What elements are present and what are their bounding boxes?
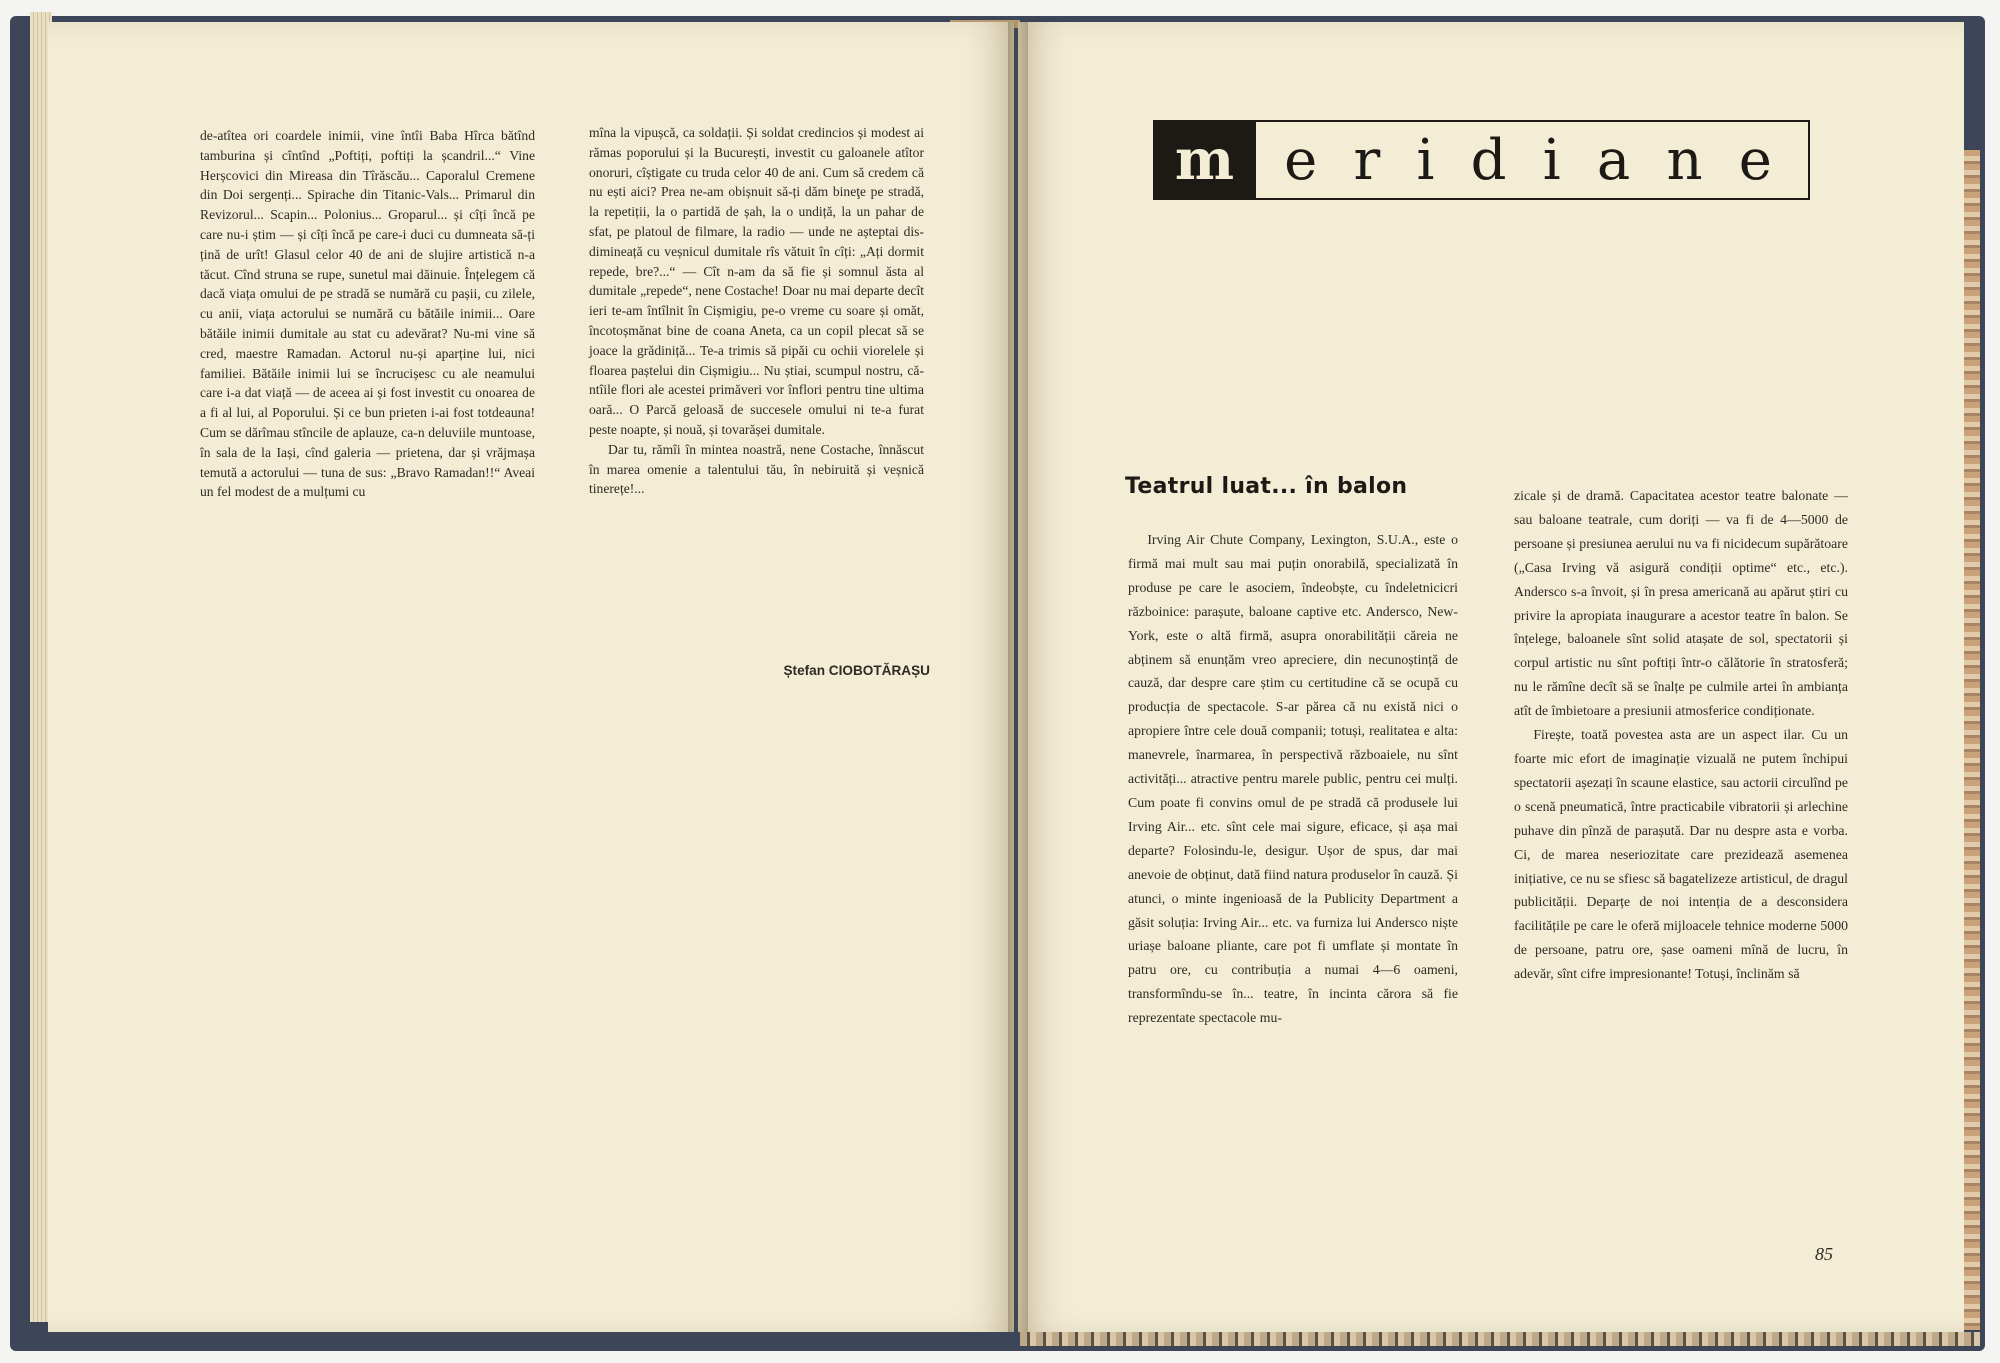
paragraph: zicale și de dramă. Capacitatea acestor teatre balonate — sau baloane teatrale, cum doriți — va fi de 4—5000 de persoane și presiunea aerului nu va fi nicidecum supărătoare („Casa Irving vă asigură condiții optime“ etc., etc.). Andersco s-a învoit, și în presa americană au apărut știri cu privire la apropiata inaugurare a acestor teatre în balon. Se înțelege, baloanele sînt solid atașate de sol, spectatorii și corpul artistic nu sînt poftiți într-o călătorie în stratosferă; nu le rămîne decît să se înalțe pe culmile artei în ambianța atît de îmbietoare a presiunii atmosferice condiționate. (1514, 488, 1848, 719)
paragraph: Dar tu, rămîi în mintea noastră, nene Costache, înnăscut în marea omenie a talentului tău, în nebiruită și veșnică tinerețe!... (589, 441, 924, 497)
marbled-bottom-edge (1020, 1332, 1980, 1346)
masthead-first-letter: m (1155, 122, 1256, 198)
right-column-1 (1128, 528, 1458, 1030)
masthead-letter: a (1596, 127, 1631, 193)
paragraph: Firește, toată povestea asta are un aspect ilar. Cu un foarte mic efort de imaginație vizuală ne putem închipui spectatorii așezați în scaune elastice, sau actorii circulînd pe o scenă pneumatică, între practicabile vibratorii și arlechine puhave din pînză de parașută. Dar nu despre asta e vorba. Ci, de marea neseriozitate care prezidează asemenea inițiative, ce nu se sfiesc să bagatelizeze artisticul, de dragul publicității. Deparțe de noi intenția de a desconsidera facilitățile pe care le oferă mijloacele tehnice moderne 5000 de persoane, patru ore, șase oameni mînă de lucru, în adevăr, sînt cifre impresionante! Totuși, înclinăm să (1514, 727, 1848, 982)
masthead-letter: n (1666, 127, 1703, 193)
marbled-page-edge (1964, 150, 1980, 1330)
left-column-1 (200, 126, 535, 502)
paragraph: de-atîtea ori coardele inimii, vine întîi Baba Hîrca bătînd tamburina și cîntînd „Poftiți, poftiți la șcandril...“ Vine Herșcovici din Mireasa din Tîrăscău... Caporalul Cremene din Doi sergenți... Spirache din Titanic-Vals... Primarul din Revizorul... Scapin... Polonius... Groparul... și cîți încă pe care nu-i știm — și cîți încă pe care-i duci cu dumneata să-ți țină de urît! Glasul celor 40 de ani de slujire artistică n-a tăcut. Cînd struna se rupe, sunetul mai dăinuie. Înțelegem că dacă viața omului de pe stradă se numără cu pașii, cu zilele, cu anii, viața actorului se numără cu bătăile inimii... Oare bătăile inimii dumitale au stat cu adevărat? Nu-mi vine să cred, maestre Ramadan. Actorul nu-și aparține lui, nici familiei. Bătăile inimii lui se încrucișesc cu ale neamului care i-a dat viață — de aceea ai și fost investit cu onoarea de a fi al lui, al Poporului. Și ce bun prieten i-ai fost totdeauna! Cum se dărîmau stîncile de aplauze, ca-n deluviile muntoase, în sala de la Iași, cînd galeria — prietena, dar și vrăjmașa temută a actorului — tuna de sus: „Bravo Ramadan!!“ Aveai un fel modest de a mulțumi cu (200, 128, 535, 500)
masthead-letter: i (1416, 127, 1435, 193)
right-column-2 (1514, 484, 1848, 986)
article-title: Teatrul luat... în balon (1125, 474, 1408, 499)
masthead-letter: d (1470, 127, 1507, 193)
paragraph: Irving Air Chute Company, Lexington, S.U.A., este o firmă mai mult sau mai puțin onorabilă, specializată în produse pe care le asociem, îndeobște, cu îndeletnicicri războinice: parașute, baloane captive etc. Andersco, New-York, este o altă firmă, asupra onorabilității căreia ne abținem să enunțăm vreo apreciere, din necunoștință de cauză, dar despre care știm cu certitudine că se ocupă cu producția de spectacole. S-ar părea că nu există nici o apropiere între cele două companii; totuși, realitatea e alta: manevrele, înarmarea, în perspectivă războaiele, nu sînt activități... atractive pentru marele public, pentru cei mulți. Cum poate fi convins omul de pe stradă că produsele lui Irving Air... etc. sînt cele mai sigure, eficace, și așa mai departe? Folosindu-le, desigur. Ușor de spus, dar mai anevoie de obținut, dată fiind natura produselor în cauză. Și atunci, o minte ingenioasă de la Publicity Department a găsit soluția: Irving Air... etc. va furniza lui Andersco niște uriașe baloane pliante, care pot fi umflate și montate în patru ore, cu contribuția a numai 4—6 oameni, transformîndu-se în... teatre, în incinta cărora să fie reprezentate spectacole mu- (1128, 532, 1458, 1026)
masthead-letter: i (1542, 127, 1561, 193)
page-number: 85 (1815, 1244, 1833, 1264)
book-gutter (1008, 22, 1028, 1332)
paragraph: mîna la vipușcă, ca soldații. Și soldat credincios și modest ai rămas poporului și la București, investit cu galoanele atîtor onoruri, cîștigate cu truda celor 40 de ani. Cum să credem că nu ești aici? Prea ne-am obișnuit să-ți dăm bineţe pe stradă, la repetiții, la o partidă de șah, la o undiță, la un pahar de sfat, pe platoul de filmare, la radio — unde ne așteptai dis-dimineață cu veșnicul dumitale rîs vătuit în cîți: „Ați dormit repede, bre?...“ — Cît n-am da să fie și somnul ăsta al dumitale „repede“, nene Costache! Doar nu mai departe decît ieri te-am întîlnit în Cișmigiu, pe-o vreme cu soare și omăt, încotoșmănat bine de coana Aneta, ca un copil plecat să se joace la grădiniță... Te-a trimis să pipăi cu ochii viorelele și floarea paștelui din Cișmigiu... Nu știai, scumpul nostru, că-ntîile flori ale acestei primăveri vor înflori pentru tine ultima oară... O Parcă geloasă de succesele omului ni te-a furat peste noapte, și nouă, și tovarășei dumitale. (589, 125, 924, 437)
author-signature: Ștefan CIOBOTĂRAȘU (783, 663, 930, 678)
section-masthead (1153, 120, 1810, 200)
left-column-2 (589, 123, 924, 499)
masthead-letter: r (1353, 127, 1381, 193)
masthead-letters (1256, 122, 1808, 198)
masthead-letter: e (1738, 127, 1772, 193)
masthead-letter: e (1284, 127, 1318, 193)
